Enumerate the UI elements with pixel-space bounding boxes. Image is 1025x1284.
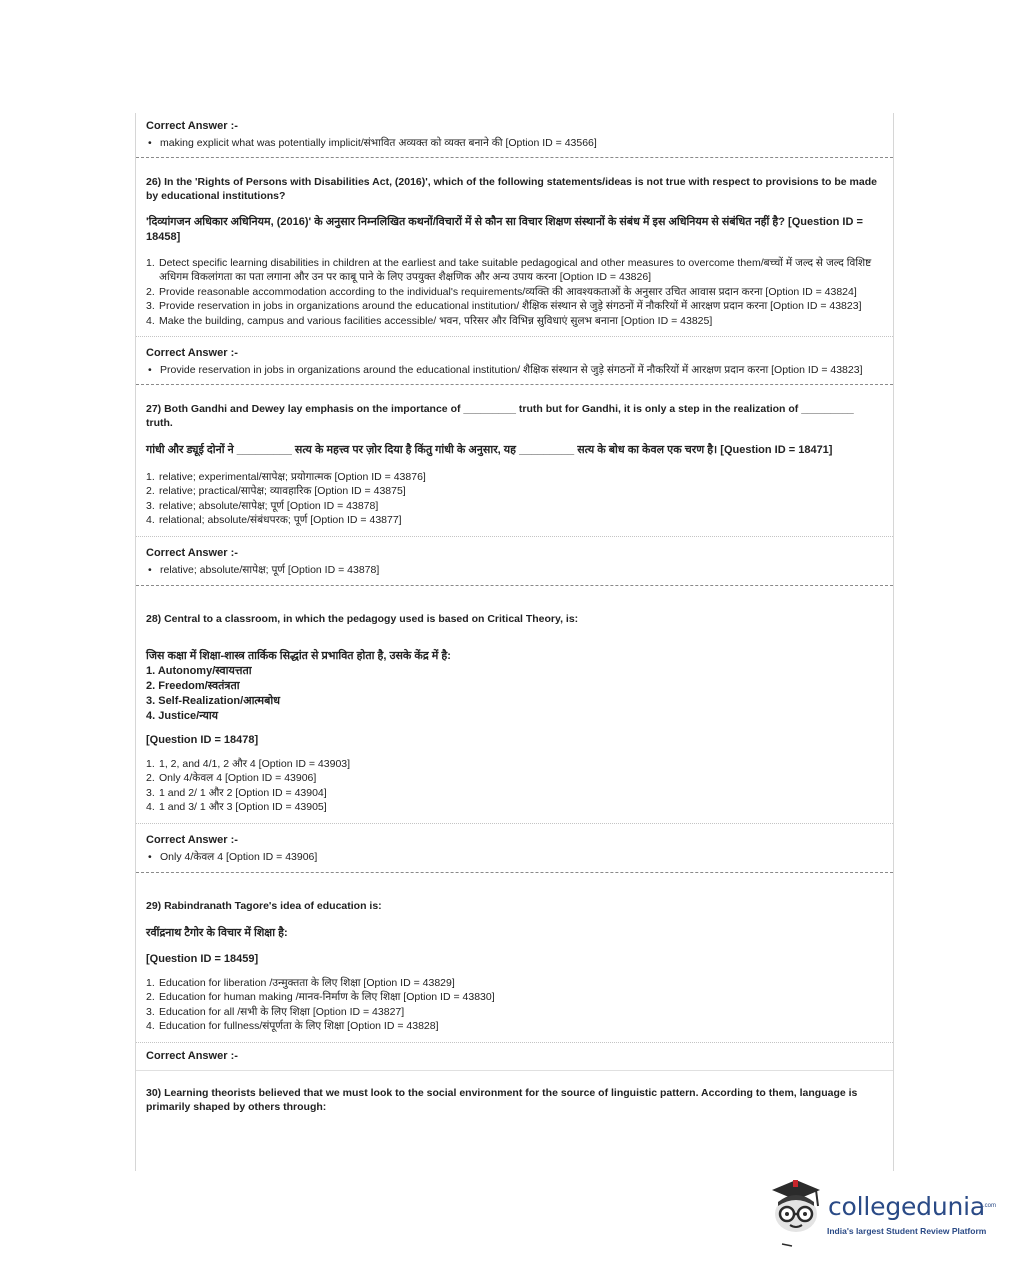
- logo-tagline: India's largest Student Review Platform: [827, 1226, 987, 1236]
- logo-domain-suffix: .com: [983, 1203, 997, 1209]
- question-english: 28) Central to a classroom, in which the pedagogy used is based on Critical Theory, is:: [146, 613, 579, 625]
- q29-question-section: [136, 873, 893, 1043]
- q29-answer-section: [136, 1043, 893, 1071]
- statement-item: 2. Freedom/स्वतंत्रता: [146, 679, 240, 692]
- logo-wordmark: collegedunia: [828, 1192, 985, 1221]
- q26-answer-section: [136, 337, 893, 385]
- question-hindi: जिस कक्षा में शिक्षा-शास्त्र तार्किक सिद्धांत से प्रभावित होता है, उसके केंद्र में है:: [146, 649, 451, 662]
- correct-answer-label: Correct Answer :-: [146, 120, 238, 132]
- question-id: [Question ID = 18459]: [146, 952, 259, 965]
- option-list: [146, 757, 883, 815]
- statement-item: 3. Self-Realization/आत्मबोध: [146, 694, 280, 707]
- option-item: 3. relative; absolute/सापेक्ष; पूर्ण [Option ID = 43878]: [146, 499, 379, 512]
- option-item: 4. Make the building, campus and various facilities accessible/ भवन, परिसर और विभिन्न सुविधाएं सुलभ बनाना [Option ID = 43825]: [146, 314, 713, 327]
- statement-list: [146, 664, 883, 724]
- document-sheet: [135, 113, 894, 1171]
- statement-item: 1. Autonomy/स्वायत्तता: [146, 664, 252, 677]
- option-item: 4. Education for fullness/संपूर्णता के लिए शिक्षा [Option ID = 43828]: [146, 1020, 439, 1032]
- question-id: [Question ID = 18478]: [146, 733, 259, 746]
- option-list: [146, 470, 883, 528]
- statement-item: 4. Justice/न्याय: [146, 709, 219, 722]
- correct-answer-text: • relative; absolute/सापेक्ष; पूर्ण [Option ID = 43878]: [146, 563, 883, 578]
- question-hindi: गांधी और ड्यूई दोनों ने _________ सत्य के महत्त्व पर ज़ोर दिया है किंतु गांधी के अनुसार, यह _________ सत्य के बोध का केवल एक चरण है। [Question ID = 18471]: [146, 443, 833, 456]
- option-item: 3. 1 and 2/ 1 और 2 [Option ID = 43904]: [146, 786, 327, 799]
- option-item: 1. relative; experimental/सापेक्ष; प्रयोगात्मक [Option ID = 43876]: [146, 470, 426, 483]
- question-english: 30) Learning theorists believed that we must look to the social environment for the source of linguistic pattern. According to them, language is primarily shaped by others through:: [146, 1086, 858, 1113]
- option-item: 2. relative; practical/सापेक्ष; व्यावहारिक [Option ID = 43875]: [146, 485, 406, 497]
- question-english: 27) Both Gandhi and Dewey lay emphasis on the importance of _________ truth but for Gandhi, it is only a step in the realization of _________ truth.: [146, 402, 854, 429]
- option-item: 3. Provide reservation in jobs in organizations around the educational institution/ शैक्षिक संस्थान से जुड़े संगठनों में नौकरियों में आरक्षण प्रदान करना [Option ID = 43823]: [146, 300, 862, 312]
- option-item: 1. Detect specific learning disabilities in children at the earliest and take suitable pedagogical and other measures to overcome them/बच्चों में जल्द से जल्द विशिष्ट अधिगम विकलांगता का पता लगाना और उन पर काबू पाने के लिए उपयुक्त शैक्षणिक और अन्य उपाय करना [Option ID = 43826]: [146, 256, 872, 283]
- correct-answer-label: Correct Answer :-: [146, 833, 238, 846]
- q28-question-section: [136, 586, 893, 824]
- question-english: 29) Rabindranath Tagore's idea of education is:: [146, 900, 382, 912]
- correct-answer-text: • Provide reservation in jobs in organizations around the educational institution/ शैक्षिक संस्थान से जुड़े संगठनों में नौकरियों में आरक्षण प्रदान करना [Option ID = 43823]: [146, 363, 883, 378]
- option-item: 3. Education for all /सभी के लिए शिक्षा [Option ID = 43827]: [146, 1005, 405, 1018]
- correct-answer-label: Correct Answer :-: [146, 347, 238, 359]
- correct-answer-text: • Only 4/केवल 4 [Option ID = 43906]: [146, 850, 883, 865]
- correct-answer-label: Correct Answer :-: [146, 546, 238, 559]
- q27-question-section: [136, 385, 893, 537]
- option-item: 4. 1 and 3/ 1 और 3 [Option ID = 43905]: [146, 801, 327, 813]
- question-english: 26) In the 'Rights of Persons with Disabilities Act, (2016)', which of the following statements/ideas is not true with respect to provisions to be made by educational institutions?: [146, 175, 877, 202]
- option-list: [146, 976, 883, 1034]
- correct-answer-label: Correct Answer :-: [146, 1049, 238, 1062]
- q27-answer-section: [136, 537, 893, 587]
- option-item: 2. Education for human making /मानव-निर्माण के लिए शिक्षा [Option ID = 43830]: [146, 991, 495, 1003]
- option-list: [146, 256, 883, 329]
- question-hindi: रवींद्रनाथ टैगोर के विचार में शिक्षा है:: [146, 926, 288, 939]
- option-item: 2. Only 4/केवल 4 [Option ID = 43906]: [146, 772, 317, 784]
- option-item: 2. Provide reasonable accommodation according to the individual's requirements/व्यक्ति की आवश्यकताओं के अनुसार उचित आवास प्रदान करना [Option ID = 43824]: [146, 285, 857, 298]
- option-item: 4. relational; absolute/संबंधपरक; पूर्ण [Option ID = 43877]: [146, 514, 402, 526]
- q28-answer-section: [136, 824, 893, 874]
- q25-answer-section: [136, 113, 893, 158]
- question-hindi: 'दिव्यांगजन अधिकार अधिनियम, (2016)' के अनुसार निम्नलिखित कथनों/विचारों में से कौन सा विचार शिक्षण संस्थानों के संबंध में इस अधिनियम से संबंधित नहीं है? [Question ID = 18458]: [146, 215, 863, 243]
- correct-answer-text: • making explicit what was potentially implicit/संभावित अव्यक्त को व्यक्त बनाने की [Option ID = 43566]: [146, 136, 883, 151]
- q26-question-section: [136, 158, 893, 338]
- q30-question-section: [136, 1071, 893, 1121]
- option-item: 1. Education for liberation /उन्मुक्तता के लिए शिक्षा [Option ID = 43829]: [146, 976, 455, 989]
- option-item: 1. 1, 2, and 4/1, 2 और 4 [Option ID = 43903]: [146, 757, 351, 770]
